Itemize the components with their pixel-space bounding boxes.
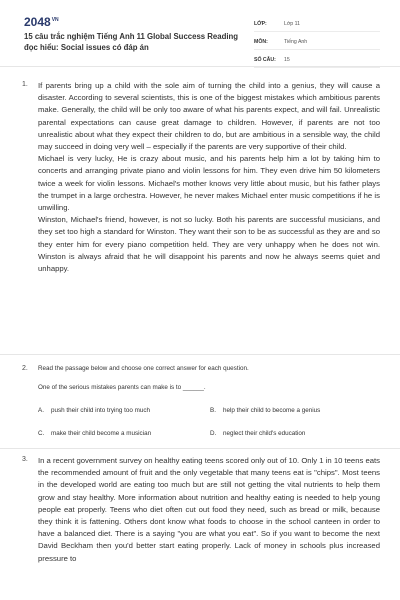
answer-option-c[interactable] bbox=[38, 430, 151, 437]
meta-value: Tiếng Anh bbox=[284, 38, 308, 45]
meta-value: 15 bbox=[284, 56, 290, 63]
question-divider bbox=[0, 354, 400, 355]
answer-option-a[interactable] bbox=[38, 407, 150, 414]
option-text: push their child into trying too much bbox=[51, 407, 151, 414]
meta-label: LỚP: bbox=[254, 20, 267, 27]
option-text: help their child to become a genius bbox=[223, 407, 321, 414]
reading-passage bbox=[38, 455, 380, 565]
passage-paragraph: In a recent government survey on healthy eating teens scored only out of 10. Only 1 in 10 teens eats the recommended amount of fruit and the only vegetable that many teens eat is "chips". Most teens in the developed world are eating too much but are still not getting the vital nutrients to help them grow and stay healthy. More information about nutrition and healthy eating is needed to help young people eat properly. Teens who diet often cut out food they need, such as bread or milk, because they think it is fattening. Others dont know what foods to choose in the school canteen in order to have a balanced diet. There is a saying "you are what you eat". So if you want to become the next David Beckham then you'd better start eating properly. Lack of money in schools plus increased pressure to bbox=[38, 456, 380, 563]
question-2 bbox=[22, 365, 380, 445]
meta-info bbox=[254, 16, 380, 70]
reading-passage bbox=[38, 80, 380, 275]
meta-label: SỐ CÂU: bbox=[254, 56, 276, 63]
page-header bbox=[0, 0, 400, 67]
meta-row-count bbox=[254, 52, 380, 68]
option-letter: C. bbox=[38, 430, 45, 437]
passage-paragraph: If parents bring up a child with the sole aim of turning the child into a genius, they will cause a disaster. According to several scientists, this is one of the biggest mistakes which ambitious parents make. Generally, the child will be only too aware of what his parents expect, and will fail. Unrealistic parental expectations can cause great damage to children. However, if parents are not too unrealistic about what they expect their children to do, but are ambitious in a sensible way, the child may succeed in doing very well – especially if the parents are very supportive of their child. bbox=[38, 81, 380, 152]
meta-value: Lớp 11 bbox=[284, 20, 300, 27]
site-logo[interactable]: $2048^{VN}$ bbox=[24, 15, 59, 29]
question-instruction: Read the passage below and choose one correct answer for each question. bbox=[38, 365, 249, 372]
logo-suffix: VN bbox=[51, 17, 59, 23]
question-number: 1. bbox=[22, 81, 28, 88]
passage-paragraph: Michael is very lucky, He is crazy about music, and his parents help him a lot by taking him to concerts and arranging private piano and violin lessons for him. They even drive him 50 kilometers twice a week for violin lessons. Michael's mother knows very little about music, but his father plays the trumpet in a large orchestra. However, he never makes Michael enter music competitions if he is unwilling. bbox=[38, 154, 380, 213]
answer-option-b[interactable] bbox=[210, 407, 320, 414]
question-number: 3. bbox=[22, 456, 28, 463]
meta-label: MÔN: bbox=[254, 38, 268, 45]
question-divider bbox=[0, 448, 400, 449]
option-letter: B. bbox=[210, 407, 216, 414]
option-letter: D. bbox=[210, 430, 217, 437]
option-text: neglect their child's education bbox=[223, 430, 306, 437]
meta-row-subject bbox=[254, 34, 380, 50]
meta-row-class bbox=[254, 16, 380, 32]
option-letter: A. bbox=[38, 407, 44, 414]
passage-paragraph: Winston, Michael's friend, however, is not so lucky. Both his parents are successful musicians, and they set too high a standard for Winston. They want their son to be as successful as they are and so they enter him for every piano competition held. They are very unhappy when he does not win. Winston is always afraid that he will disappoint his parents and now he always seems quiet and unhappy. bbox=[38, 215, 380, 274]
question-number: 2. bbox=[22, 365, 28, 372]
question-stem: One of the serious mistakes parents can make is to ______. bbox=[38, 384, 206, 391]
option-text: make their child become a musician bbox=[51, 430, 152, 437]
document-title: 15 câu trắc nghiệm Tiếng Anh 11 Global Success Reading đọc hiểu: Social issues có đáp án bbox=[24, 32, 239, 52]
answer-option-d[interactable] bbox=[210, 430, 305, 437]
